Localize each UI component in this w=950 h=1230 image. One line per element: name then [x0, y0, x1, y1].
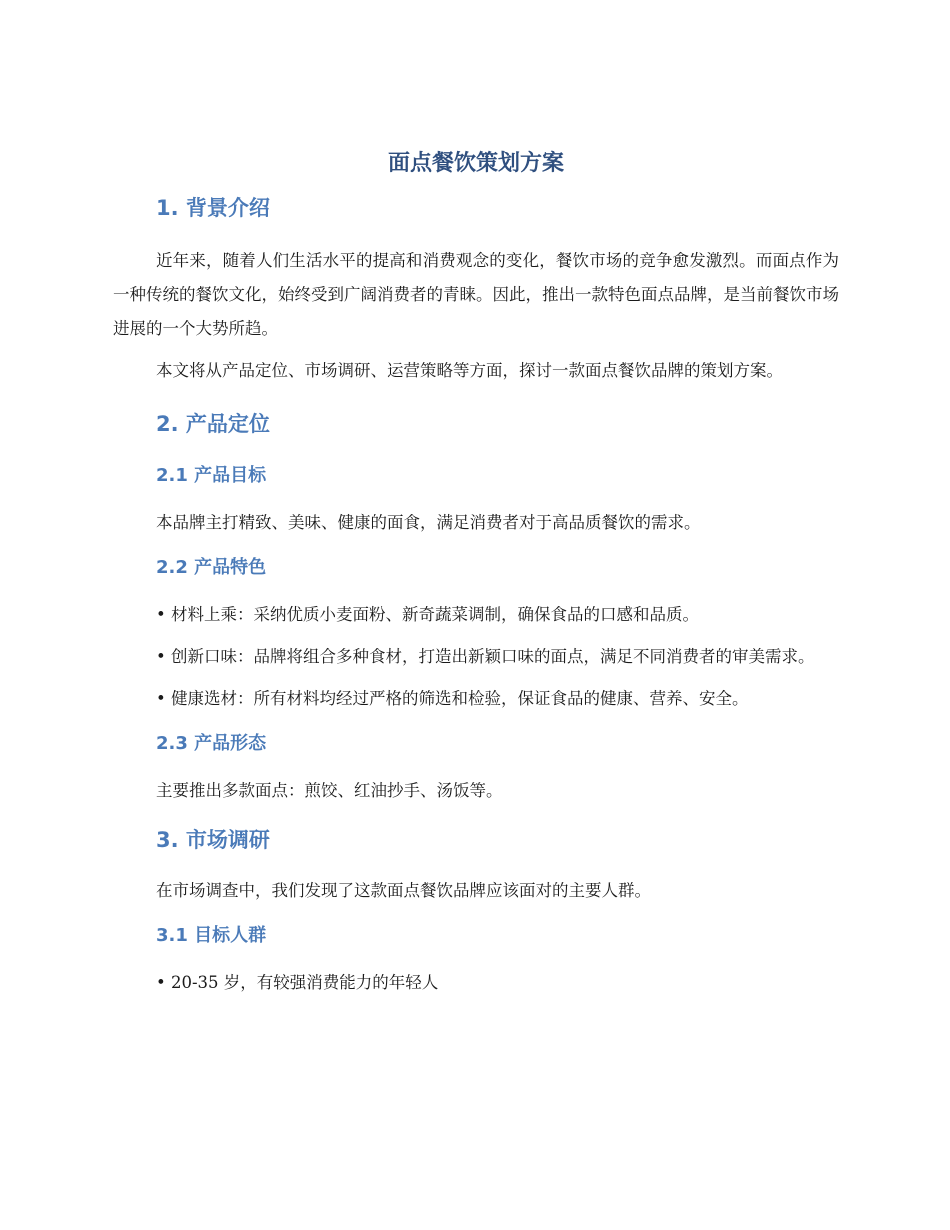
section-heading-background: 1. 背景介绍 — [156, 196, 270, 220]
list-item: • 健康选材：所有材料均经过严格的筛选和检验，保证食品的健康、营养、安全。 — [156, 689, 749, 708]
list-item: • 材料上乘：采纳优质小麦面粉、新奇蔬菜调制，确保食品的口感和品质。 — [156, 605, 699, 624]
document-body — [113, 142, 839, 1000]
subsection-heading-product-form: 2.3 产品形态 — [156, 733, 267, 754]
paragraph-background-1: 近年来，随着人们生活水平的提高和消费观念的变化，餐饮市场的竞争愈发激烈。而面点作为一种传统的餐饮文化，始终受到广阔消费者的青睐。因此，推出一款特色面点品牌，是当前餐饮市场进展的一个大势所趋。 — [113, 251, 839, 338]
document-title: 面点餐饮策划方案 — [387, 151, 564, 176]
paragraph-product-goal: 本品牌主打精致、美味、健康的面食，满足消费者对于高品质餐饮的需求。 — [156, 513, 701, 532]
section-heading-product-positioning: 2. 产品定位 — [156, 412, 270, 436]
subsection-heading-product-goal: 2.1 产品目标 — [156, 465, 267, 486]
paragraph-product-form: 主要推出多款面点：煎饺、红油抄手、汤饭等。 — [156, 781, 503, 800]
paragraph-background-2: 本文将从产品定位、市场调研、运营策略等方面，探讨一款面点餐饮品牌的策划方案。 — [156, 361, 783, 380]
list-item: • 创新口味：品牌将组合多种食材，打造出新颖口味的面点，满足不同消费者的审美需求。 — [156, 647, 815, 666]
list-item: • 20-35 岁，有较强消费能力的年轻人 — [156, 973, 439, 992]
subsection-heading-target-audience: 3.1 目标人群 — [156, 925, 267, 946]
subsection-heading-product-features: 2.2 产品特色 — [156, 557, 267, 578]
paragraph-market-research: 在市场调查中，我们发现了这款面点餐饮品牌应该面对的主要人群。 — [156, 881, 651, 900]
section-heading-market-research: 3. 市场调研 — [156, 828, 270, 852]
